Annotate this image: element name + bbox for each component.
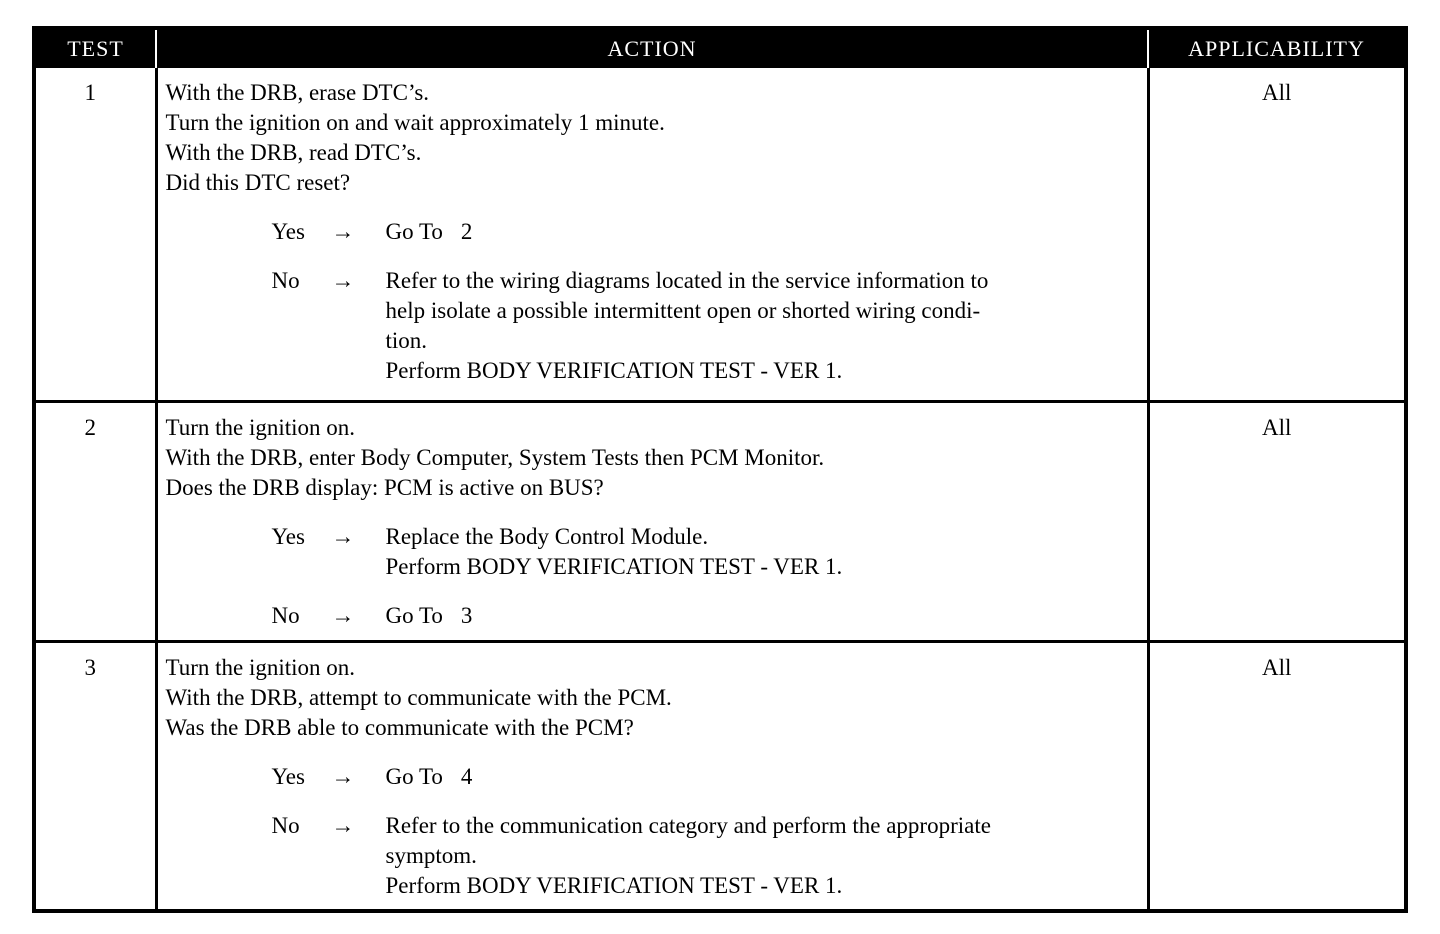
header-test: TEST (34, 28, 156, 68)
no-branch (272, 266, 1141, 386)
yes-label: Yes (271, 523, 305, 549)
action-step: Turn the ignition on. (165, 654, 356, 680)
goto-test-number: 2 (460, 219, 473, 244)
no-result (386, 601, 1141, 631)
no-result: Refer to the communication category and perform the appropriate symptom. Perform BODY VERIFICATION TEST - VER 1. (385, 812, 991, 898)
no-label: No (271, 268, 300, 293)
table-header (34, 28, 1406, 68)
test-number: 1 (84, 80, 96, 105)
yes-branch (272, 522, 1141, 582)
header-applicability: APPLICABILITY (1148, 28, 1406, 68)
diagnostic-test-table (32, 26, 1408, 913)
action-step: With the DRB, attempt to communicate with the PCM. (165, 684, 672, 710)
goto-test-number: 3 (460, 602, 473, 628)
no-result: Refer to the wiring diagrams located in the service information to help isolate a possible intermittent open or shorted wiring condi- tion. Perform BODY VERIFICATION TEST - VER 1. (385, 268, 989, 383)
test-row-2 (34, 401, 1406, 641)
action-step: Was the DRB able to communicate with the PCM? (165, 714, 634, 740)
test-row-1 (34, 68, 1406, 401)
action-step: Does the DRB display: PCM is active on BUS? (165, 474, 604, 500)
arrow-icon: → (331, 602, 355, 628)
yes-branch (272, 762, 1141, 792)
arrow-icon: → (331, 523, 355, 549)
no-branch (272, 601, 1141, 631)
yes-result (386, 217, 1141, 247)
arrow-icon: → (331, 763, 355, 789)
applicability-cell: All (1148, 68, 1406, 401)
header-action: ACTION (156, 28, 1148, 68)
no-branch (272, 811, 1141, 901)
arrow-icon: → (331, 219, 355, 244)
goto-label: Go To (385, 602, 443, 628)
action-step: Did this DTC reset? (165, 170, 351, 195)
goto-test-number: 4 (460, 763, 473, 789)
goto-label: Go To (385, 763, 443, 789)
action-step: Turn the ignition on and wait approximately 1 minute. (165, 110, 665, 135)
action-cell (156, 68, 1148, 401)
arrow-icon: → (331, 268, 355, 293)
yes-label: Yes (271, 219, 305, 244)
test-number: 3 (34, 641, 156, 911)
no-label: No (271, 602, 300, 628)
applicability-cell: All (1148, 401, 1406, 641)
action-step: Turn the ignition on. (165, 414, 356, 440)
action-step: With the DRB, read DTC’s. (165, 140, 422, 165)
arrow-icon: → (331, 812, 355, 838)
action-cell (156, 641, 1148, 911)
goto-label: Go To (385, 219, 443, 244)
yes-branch (272, 217, 1141, 247)
test-row-3 (34, 641, 1406, 911)
action-step: With the DRB, erase DTC’s. (165, 80, 430, 105)
yes-result: Replace the Body Control Module. Perform BODY VERIFICATION TEST - VER 1. (385, 523, 843, 579)
no-label: No (271, 812, 300, 838)
action-cell (156, 401, 1148, 641)
applicability-cell: All (1148, 641, 1406, 911)
action-step: With the DRB, enter Body Computer, System Tests then PCM Monitor. (165, 444, 825, 470)
test-number: 2 (34, 401, 156, 641)
yes-label: Yes (271, 763, 305, 789)
yes-result (386, 762, 1141, 792)
